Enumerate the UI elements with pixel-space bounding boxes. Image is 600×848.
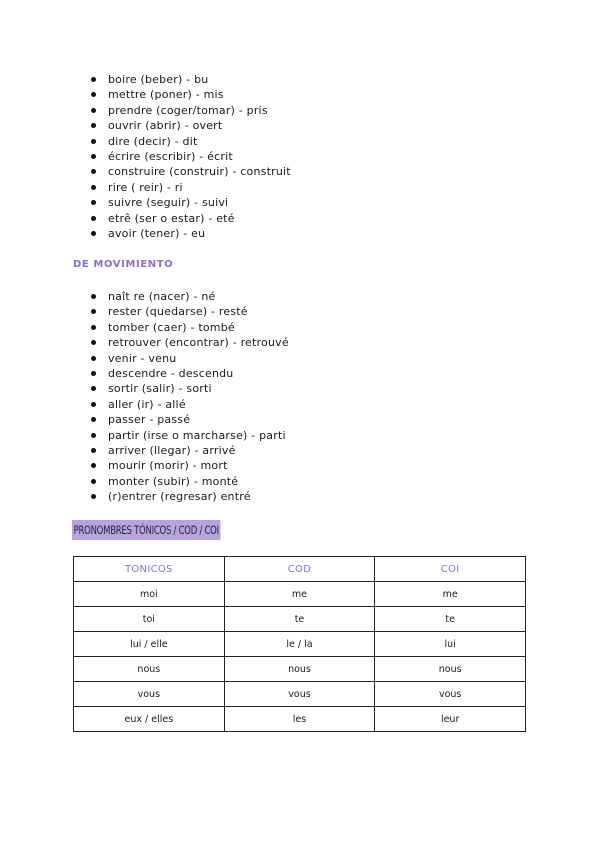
list-item: [88, 211, 291, 226]
list-item: [88, 412, 289, 427]
list-item: [88, 320, 289, 335]
list-item-text: (r)entrer (regresar) entré: [108, 490, 251, 504]
bullet-icon: [91, 154, 96, 159]
table-header-row: [74, 557, 526, 582]
list-item: [88, 304, 289, 319]
bullet-icon: [91, 356, 96, 361]
list-item-text: ouvrir (abrir) - overt: [108, 119, 223, 133]
list-item: [88, 195, 291, 210]
list-item: [88, 428, 289, 443]
list-item-text: aller (ir) - allé: [108, 397, 186, 411]
list-item-text: prendre (coger/tomar) - pris: [108, 103, 268, 117]
table-cell: me: [375, 582, 526, 607]
bullet-icon: [91, 371, 96, 376]
table-row: [74, 657, 526, 682]
list-item-text: arriver (llegar) - arrivé: [108, 443, 236, 457]
list-item: [88, 226, 291, 241]
list-item-text: descendre - descendu: [108, 366, 234, 380]
list-item: [88, 103, 291, 118]
table-cell: toi: [74, 607, 225, 632]
bullet-icon: [91, 169, 96, 174]
pronouns-table: [73, 556, 526, 732]
table-cell: te: [375, 607, 526, 632]
bullet-icon: [91, 340, 96, 345]
irregular-participles-list: [88, 72, 291, 241]
table-cell: leur: [375, 707, 526, 732]
table-cell: eux / elles: [74, 707, 225, 732]
table-cell: lui: [375, 632, 526, 657]
bullet-icon: [91, 139, 96, 144]
table-row: [74, 632, 526, 657]
list-item-text: sortir (salir) - sorti: [108, 382, 212, 396]
bullet-icon: [91, 463, 96, 468]
list-item: [88, 164, 291, 179]
list-item: [88, 335, 289, 350]
list-item: [88, 366, 289, 381]
bullet-icon: [91, 200, 96, 205]
bullet-icon: [91, 479, 96, 484]
list-item: [88, 289, 289, 304]
table-cell: nous: [224, 657, 375, 682]
list-item-text: suivre (seguir) - suivi: [108, 196, 229, 210]
column-header: TONICOS: [74, 557, 225, 582]
bullet-icon: [91, 185, 96, 190]
list-item-text: boire (beber) - bu: [108, 73, 209, 86]
table-cell: vous: [74, 682, 225, 707]
table-cell: les: [224, 707, 375, 732]
list-item-text: construire (construir) - construit: [108, 165, 291, 179]
list-item-text: naît re (nacer) - né: [108, 290, 216, 303]
bullet-icon: [91, 309, 96, 314]
list-item: [88, 397, 289, 412]
column-header: COI: [375, 557, 526, 582]
table-row: [74, 707, 526, 732]
list-item-text: rire ( reir) - ri: [108, 180, 183, 194]
bullet-icon: [91, 108, 96, 113]
list-item: [88, 149, 291, 164]
table-cell: te: [224, 607, 375, 632]
table-cell: lui / elle: [74, 632, 225, 657]
list-item-text: partir (irse o marcharse) - parti: [108, 428, 286, 442]
list-item-text: dire (decir) - dit: [108, 134, 198, 148]
list-item-text: mourir (morir) - mort: [108, 459, 228, 473]
list-item-text: avoir (tener) - eu: [108, 226, 206, 240]
table-cell: le / la: [224, 632, 375, 657]
bullet-icon: [91, 494, 96, 499]
list-item: [88, 458, 289, 473]
table-cell: vous: [224, 682, 375, 707]
bullet-icon: [91, 216, 96, 221]
bullet-icon: [91, 433, 96, 438]
movement-verbs-list: [88, 289, 289, 504]
list-item-text: tomber (caer) - tombé: [108, 320, 235, 334]
table-cell: vous: [375, 682, 526, 707]
bullet-icon: [91, 386, 96, 391]
list-item-text: rester (quedarse) - resté: [108, 305, 248, 319]
bullet-icon: [91, 77, 96, 82]
list-item-text: etrê (ser o estar) - eté: [108, 211, 235, 225]
list-item-text: venir - venu: [108, 351, 177, 365]
bullet-icon: [91, 92, 96, 97]
list-item-text: passer - passé: [108, 413, 191, 427]
list-item: [88, 381, 289, 396]
bullet-icon: [91, 448, 96, 453]
table-row: [74, 582, 526, 607]
table-row: [74, 682, 526, 707]
table-cell: moi: [74, 582, 225, 607]
bullet-icon: [91, 231, 96, 236]
table-cell: nous: [375, 657, 526, 682]
bullet-icon: [91, 294, 96, 299]
list-item: [88, 489, 289, 504]
bullet-icon: [91, 417, 96, 422]
table-cell: nous: [74, 657, 225, 682]
table-cell: me: [224, 582, 375, 607]
list-item: [88, 351, 289, 366]
list-item: [88, 180, 291, 195]
bullet-icon: [91, 325, 96, 330]
list-item: [88, 72, 291, 87]
list-item-text: écrire (escribir) - écrit: [108, 149, 233, 163]
list-item-text: monter (subir) - monté: [108, 474, 239, 488]
table-row: [74, 607, 526, 632]
bullet-icon: [91, 402, 96, 407]
list-item: [88, 474, 289, 489]
section-heading-movimiento: DE MOVIMIENTO: [73, 259, 174, 270]
list-item: [88, 118, 291, 133]
bullet-icon: [91, 123, 96, 128]
list-item: [88, 87, 291, 102]
list-item-text: retrouver (encontrar) - retrouvé: [108, 336, 289, 350]
list-item: [88, 134, 291, 149]
column-header: COD: [224, 557, 375, 582]
section-heading-pronombres: PRONOMBRES TÓNICOS / COD / COI: [72, 520, 221, 540]
list-item: [88, 443, 289, 458]
list-item-text: mettre (poner) - mis: [108, 88, 224, 102]
